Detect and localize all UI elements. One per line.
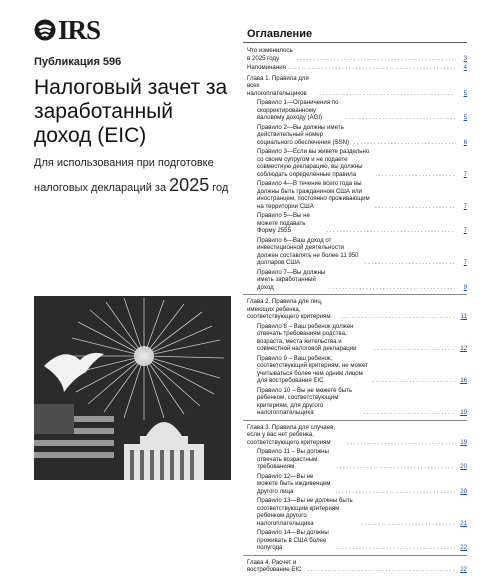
- toc-leader-dots: [336, 463, 455, 471]
- toc-entry[interactable]: [247, 559, 467, 574]
- toc-leader-dots: [335, 544, 455, 552]
- toc-entry-title: Правило 10 – Вы не можете быть ребенком, соответствующим критериям, для другого налогоплательщика: [257, 386, 353, 416]
- toc-entry-title: Правило 3—Если вы живете раздельно со своим супругом и не подаете совместную декларацию, вы должны соблюдать определенные правила: [257, 148, 370, 178]
- toc-page-link[interactable]: 6: [463, 138, 467, 146]
- toc-subentry[interactable]: [247, 99, 467, 122]
- toc-list: [247, 47, 467, 576]
- irs-logo: [34, 16, 100, 44]
- toc-page-link[interactable]: 9: [463, 283, 467, 291]
- fireworks-flag-eagle-image: [34, 296, 231, 480]
- cover-column: [0, 0, 232, 480]
- eagle-emblem-icon: [34, 18, 56, 42]
- toc-subentry[interactable]: [247, 212, 467, 235]
- toc-entry-title: Правило 2—Вы должны иметь действительный номер социального обеспечения (SSN): [257, 123, 350, 146]
- toc-subentry[interactable]: [247, 148, 467, 178]
- toc-entry[interactable]: [247, 47, 467, 62]
- toc-page-link[interactable]: 21: [460, 519, 467, 527]
- toc-entry-title: Правило 8 – Ваш ребенок должен отвечать требованиям родства, возраста, места жительства и совместной налоговой декларации: [257, 322, 357, 352]
- toc-entry-title: Правило 7—Вы должны иметь заработанный доход: [257, 268, 326, 291]
- toc-page-link[interactable]: 4: [463, 64, 467, 71]
- logo-text: IRS: [58, 15, 101, 45]
- table-of-contents: [241, 0, 480, 573]
- toc-entry-title: Глава 4. Расчет и востребование EIC: [247, 558, 302, 573]
- toc-subentry[interactable]: [247, 529, 467, 552]
- subtitle-text: Для использования при подготовке налоговых деклараций за: [34, 157, 214, 194]
- toc-entry-title: Правило 9 – Ваш ребенок, соответствующий критериям, не может учитываться более чем одним лицом для востребования EIC: [257, 354, 368, 384]
- toc-page-link[interactable]: 19: [460, 438, 467, 446]
- toc-leader-dots: [326, 227, 455, 235]
- toc-subentry[interactable]: [247, 180, 467, 210]
- page-title: Налоговый зачет за заработанный доход (EIC): [34, 76, 228, 147]
- cover-illustration: [34, 296, 231, 480]
- toc-page-link[interactable]: 3: [463, 54, 467, 62]
- toc-leader-dots: [341, 313, 455, 321]
- toc-page-link[interactable]: 12: [460, 345, 467, 352]
- toc-entry-title: Правило 5—Вы не можете подавать Форму 2555: [257, 212, 310, 234]
- toc-section-divider: [243, 420, 467, 421]
- toc-leader-dots: [354, 139, 455, 147]
- toc-subentry[interactable]: [247, 473, 467, 496]
- toc-entry-title: Что изменилось в 2025 году: [247, 47, 293, 62]
- toc-section-divider: [243, 294, 467, 295]
- toc-leader-dots: [372, 377, 455, 385]
- toc-leader-dots: [375, 203, 455, 211]
- toc-leader-dots: [288, 64, 455, 72]
- toc-entry-title: Правило 14—Вы должны проживать в США более полугода: [257, 529, 329, 551]
- toc-page-link[interactable]: 7: [463, 170, 467, 178]
- toc-section-divider: [243, 555, 467, 556]
- toc-leader-dots: [374, 345, 455, 353]
- toc-page-link[interactable]: 19: [460, 409, 467, 416]
- toc-entry-title: Правило 13—Вы не должны быть соответствующим критериям ребенком другого налогоплательщика: [257, 497, 353, 527]
- toc-leader-dots: [361, 520, 455, 528]
- toc-leader-dots: [308, 566, 455, 574]
- toc-leader-dots: [365, 259, 455, 267]
- toc-page-link[interactable]: 16: [460, 377, 467, 384]
- toc-entry-title: Правило 6—Ваш доход от инвестиционной деятельности должен составлять не более 11 950 долларов США: [257, 236, 359, 266]
- toc-subentry[interactable]: [247, 237, 467, 267]
- toc-entry-title: Правило 4—В течение всего года вы должны быть гражданином США или иностранцем, постоянно проживающим на территории США: [257, 180, 370, 210]
- toc-entry[interactable]: [247, 64, 467, 72]
- toc-page-link[interactable]: 22: [460, 566, 467, 573]
- toc-page-link[interactable]: 7: [463, 202, 467, 210]
- toc-leader-dots: [335, 488, 455, 496]
- toc-subentry[interactable]: [247, 355, 467, 385]
- toc-subentry[interactable]: [247, 387, 467, 417]
- toc-leader-dots: [296, 55, 455, 63]
- toc-leader-dots: [329, 284, 455, 292]
- toc-page-link[interactable]: 20: [460, 463, 467, 470]
- toc-entry-title: Глава 1. Правила для всех налогоплательщиков: [247, 74, 309, 97]
- toc-divider: [243, 42, 467, 43]
- toc-page-link[interactable]: 20: [460, 487, 467, 495]
- toc-entry-title: Правило 11 – Вы должны отвечать возрастным требованиям: [257, 448, 329, 470]
- toc-subentry[interactable]: [247, 497, 467, 527]
- toc-page-link[interactable]: 22: [460, 544, 467, 551]
- toc-entry[interactable]: [247, 75, 467, 98]
- publication-number: Публикация 596: [34, 56, 122, 68]
- toc-page-link[interactable]: 7: [463, 227, 467, 234]
- toc-entry-title: Напоминания: [247, 64, 286, 71]
- toc-subentry[interactable]: [247, 448, 467, 471]
- toc-page-link[interactable]: 7: [463, 259, 467, 266]
- subtitle: [34, 152, 234, 199]
- toc-leader-dots: [378, 171, 455, 179]
- toc-heading: Оглавление: [247, 28, 313, 40]
- toc-entry-title: Правило 12—Вы не можете быть иждивенцем другого лица: [257, 472, 331, 495]
- toc-leader-dots: [345, 114, 455, 122]
- toc-page-link[interactable]: 11: [460, 313, 467, 320]
- toc-entry-title: Глава 3. Правила для случаев, если у вас нет ребенка, соответствующего критериям: [247, 423, 336, 446]
- toc-subentry[interactable]: [247, 269, 467, 292]
- toc-entry[interactable]: [247, 298, 467, 321]
- toc-entry[interactable]: [247, 424, 467, 447]
- toc-leader-dots: [347, 439, 455, 447]
- toc-leader-dots: [319, 90, 455, 98]
- toc-subentry[interactable]: [247, 323, 467, 353]
- subtitle-end: год: [212, 182, 229, 194]
- toc-leader-dots: [364, 409, 455, 417]
- toc-subentry[interactable]: [247, 124, 467, 147]
- toc-entry-title: Глава 2. Правила для лиц, имеющих ребенка, соответствующего критериям: [247, 298, 331, 320]
- toc-entry-title: Правило 1—Ограничения по скорректированному валовому доходу (AGI): [257, 99, 339, 121]
- toc-page-link[interactable]: 5: [463, 114, 467, 121]
- toc-page-link[interactable]: 5: [463, 89, 467, 97]
- tax-year: 2025: [169, 175, 210, 195]
